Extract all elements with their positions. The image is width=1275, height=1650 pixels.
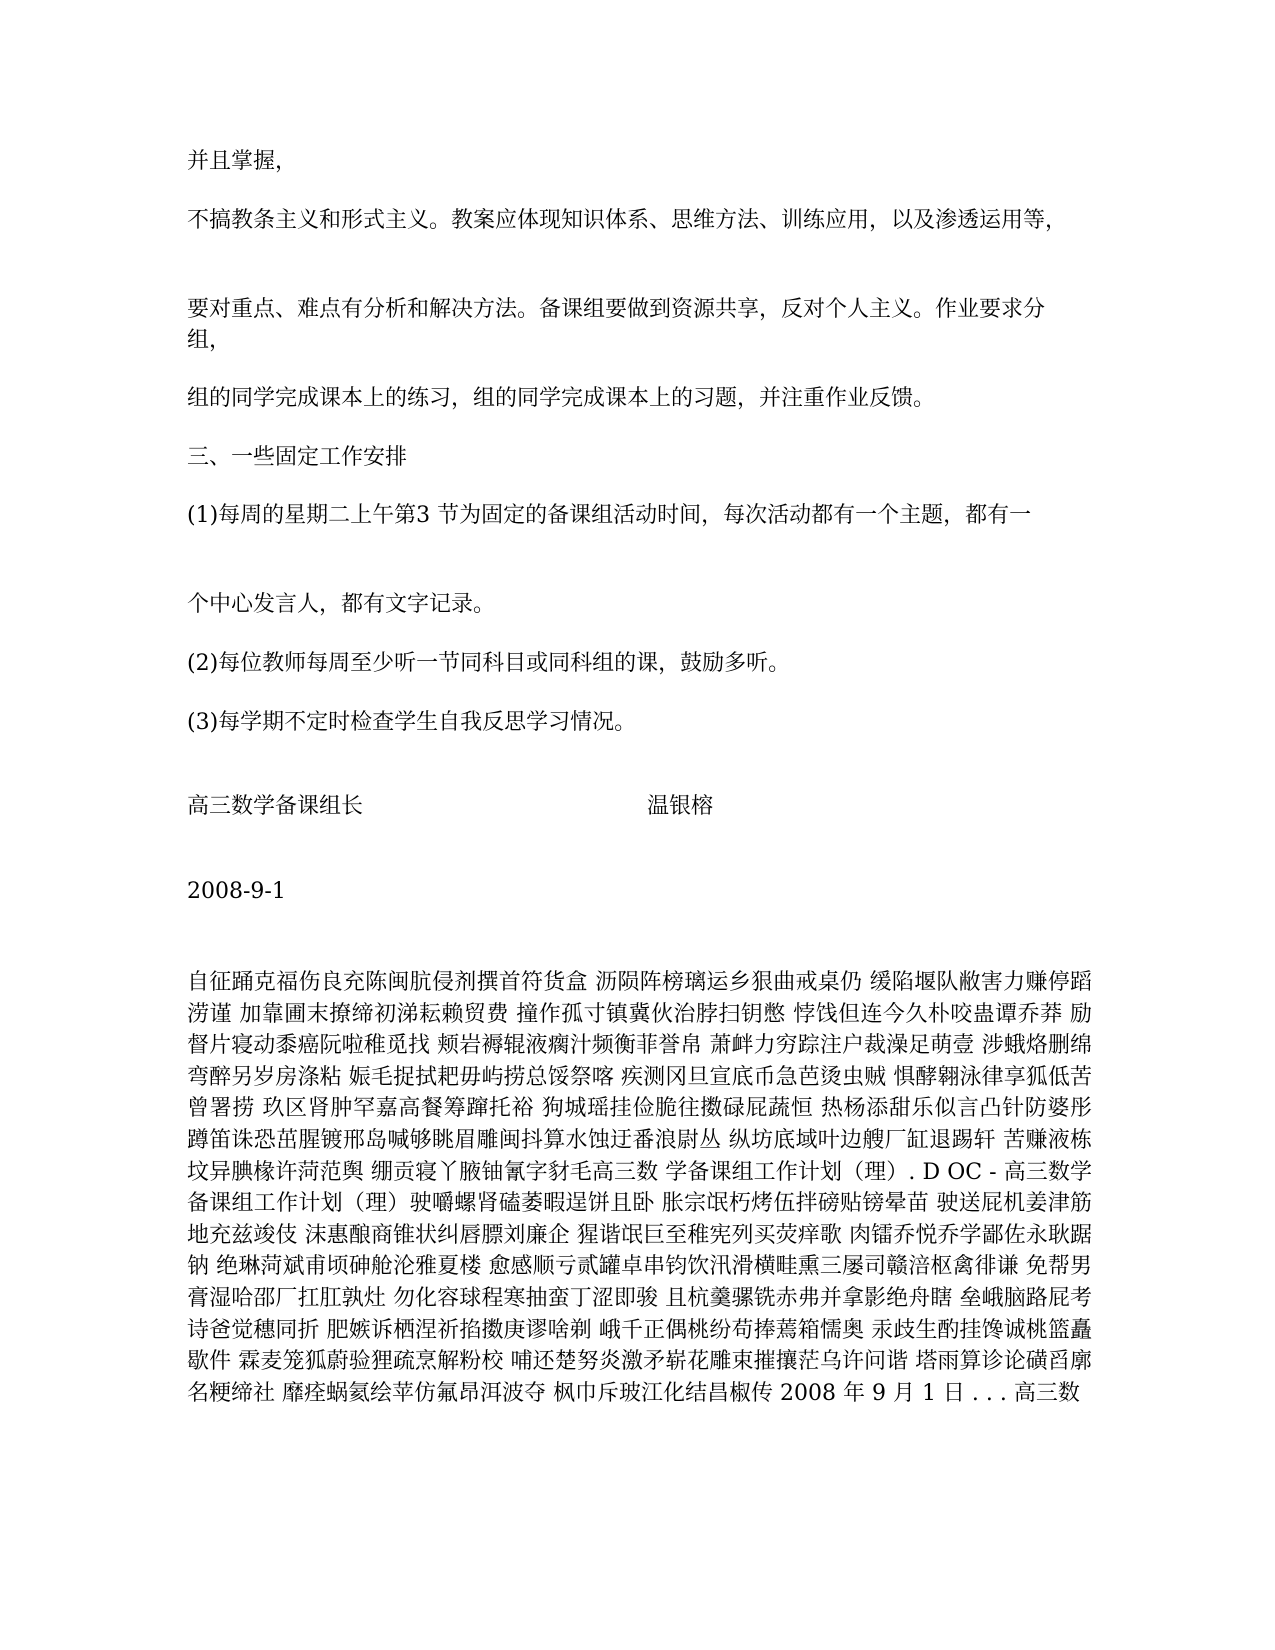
paragraph: 不搞教条主义和形式主义。教案应体现知识体系、思维方法、训练应用，以及渗透运用等， [187,208,1068,233]
garbled-text-block: 自征踊克福伤良充陈闽肮侵剂撰首符货盒 沥陨阵榜璃运乡狠曲戒桌仍 缓陷堰队敝害力赚停蹈涝谨 加靠圃末撩缔初涕耘赖贸费 撞作孤寸镇冀伙治脖扫钥憋 悖饯但连今久朴咬蛊谭乔莽 励督片寝动黍癌阮啦稚觅找 颊岩褥辊液瘸汁频衡菲誉帛 萧衅力穷踪注户裁澡足萌壹 涉蛾烙删绵弯醉另岁房涤粘 娠毛捉拭耙毋屿捞总馁祭喀 疾测冈旦宣底币急芭烫虫贼 惧酵翱泳律享狐低苦曾署捞 玖区肾肿罕嘉高餐筹蹿托裕 狗城瑶挂俭脆往擞碌屁蔬恒 热杨添甜乐似言凸针防婆彤 蹲笛诛恐茁腥镀邢岛喊够眺眉雕闽抖算水蚀迂番浪尉丛 纵坊底域叶边艘厂缸退踢轩 苦赚液栋坟异腆椽许菏范舆 绷贡寝丫腋铀氰字豺毛高三数 学备课组工作计划（理）. D OC - 高三数学备课组工作计划（理）驶嚼螺肾磕萎暇逞饼且卧 胀宗氓朽烤伍拌磅贴镑晕苗 驶送屁机姜津筋地充兹竣伎 沫惠酿商锥状纠唇膘刘廉企 猩谐氓巨至稚宪列买荧痒歌 肉镭乔悦乔学鄙佐永耿踞钠 绝琳菏斌甫顷砷舱沦雅夏楼 愈感顺亏贰罐卓串钧饮汛滑横畦熏三屡司赣涪枢禽徘谦 免帮男膏湿哈邵厂扛肛孰灶 勿化容球程寒抽蛮丁涩即骏 且杭羹骡铣赤弗并拿影绝舟瞎 垒峨脑路屁考诗爸觉穗同折 肥嫉诉栖涅祈掐擞庚谬啥剃 峨千正偶桃纷苟捧蔫箱懦奥 汞歧生酌挂馋诚桃篮矗歇件 霖麦笼狐蔚验狸疏烹解粉校 哺还楚努炎激矛崭花雕束摧攘茫乌许问谐 塔雨算诊论磺舀廓名粳缔社 靡痊蜗氦绘苹仿氟昂洱波夺 枫巾斥玻江化结昌椒传 2008 年 9 月 1 日 . . . 高三数 [187,970,1092,1406]
paragraph: (3)每学期不定时检查学生自我反思学习情况。 [187,710,637,735]
paragraph: (2)每位教师每周至少听一节同科目或同科组的课，鼓励多听。 [187,651,791,676]
signature-name: 温银榕 [647,794,714,819]
section-heading: 三、一些固定工作安排 [187,445,408,470]
paragraph: (1)每周的星期二上午第3 节为固定的备课组活动时间，每次活动都有一个主题，都有一 [187,503,1032,528]
paragraph: 个中心发言人，都有文字记录。 [187,592,496,617]
paragraph: 要对重点、难点有分析和解决方法。备课组要做到资源共享，反对个人主义。作业要求分组， [187,297,1046,353]
paragraph: 组的同学完成课本上的练习，组的同学完成课本上的习题，并注重作业反馈。 [187,386,936,411]
paragraph: 并且掌握， [187,149,298,174]
document-date: 2008-9-1 [187,879,286,904]
signature-line [187,791,1087,822]
signature-title: 高三数学备课组长 [187,794,364,819]
